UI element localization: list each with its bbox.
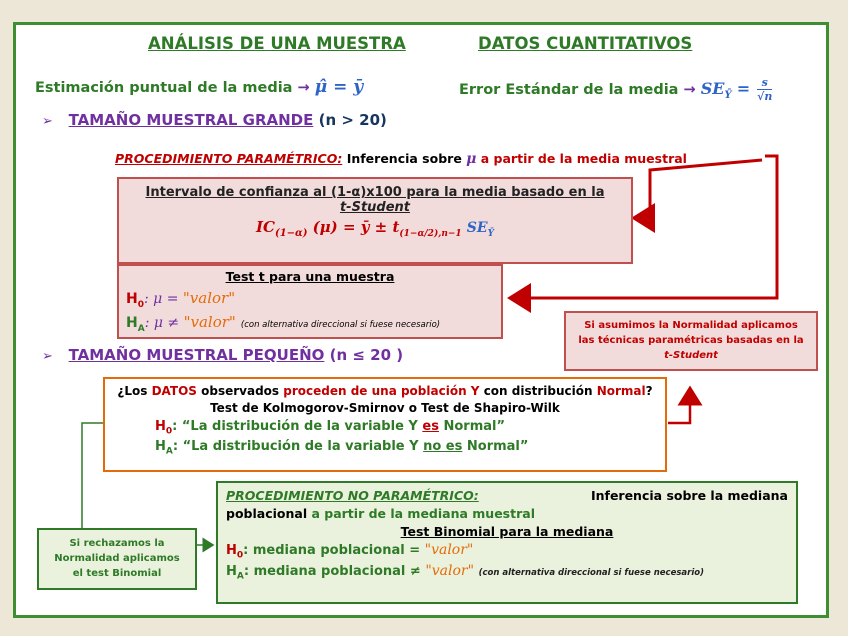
nonparam-title-line: PROCEDIMIENTO NO PARAMÉTRICO: Inferencia sobre la mediana: [226, 488, 788, 503]
small-sample-heading: [42, 346, 403, 364]
normality-box: [103, 377, 667, 472]
se-formula-sub: Ȳ: [724, 89, 732, 101]
param-procedure: [115, 151, 687, 167]
normality-ha: $H_A$: “La distribución de la variable Y no es Normal”: [155, 438, 529, 457]
normality-h0: $H_0$: “La distribución de la variable Y es Normal”: [155, 419, 506, 437]
point-estimate: [35, 77, 363, 97]
arrow-to-ci: [634, 160, 762, 218]
bullet-arrow-icon: ➢: [42, 114, 53, 129]
se-fraction: [757, 77, 772, 103]
ci-sub: (1−α): [274, 228, 308, 240]
se-numerator: s: [757, 77, 772, 90]
ttest-h0: $H_0$: μ = "valor": [126, 289, 236, 311]
ci-tsub: (1−α/2),n−1: [399, 229, 462, 240]
nonparam-box: [216, 481, 798, 604]
binomial-ha: $H_A$: mediana poblacional ≠ "valor" (con alternativa direccional si fuese necesario): [226, 562, 704, 582]
se-label: Error Estándar de la media: [459, 82, 679, 98]
small-condition: (n ≤ 20 ): [329, 346, 404, 364]
small-heading-text: TAMAÑO MUESTRAL PEQUEÑO: [68, 346, 325, 364]
nonparam-text-line: poblacional a partir de la mediana muestral: [226, 506, 535, 521]
param-mu: μ: [466, 151, 477, 167]
ci-se-sub: Ȳ: [487, 229, 494, 240]
binomial-h0: $H_0$: mediana poblacional = "valor": [226, 542, 474, 561]
point-estimate-label: Estimación puntual de la media: [35, 80, 293, 96]
binomial-title: Test Binomial para la mediana: [400, 524, 614, 539]
ci-box: [117, 177, 633, 264]
arrow-to-reject-note: [82, 423, 103, 528]
ci-se: SE: [466, 220, 488, 236]
se-formula-lhs: SE: [700, 79, 725, 98]
large-heading-text: TAMAÑO MUESTRAL GRANDE: [68, 111, 314, 129]
normality-tests: Test de Kolmogorov-Smirnov o Test de Shapiro-Wilk: [210, 401, 560, 415]
ttest-box: [117, 264, 503, 339]
ttest-title: Test t para una muestra: [225, 269, 395, 284]
standard-error: Error Estándar de la media → $SE_Ȳ$ = $\frac{s}{√n}$: [459, 76, 773, 103]
param-title: PROCEDIMIENTO PARAMÉTRICO:: [115, 151, 343, 166]
title-left: ANÁLISIS DE UNA MUESTRA: [148, 34, 406, 53]
ci-lhs: IC: [256, 218, 275, 236]
arrow-icon: →: [683, 82, 696, 98]
normal-note: Si asumimos la Normalidad aplicamos las técnicas paramétricas basadas en la t-Student: [564, 311, 818, 371]
param-text-2: a partir de la media muestral: [480, 151, 687, 166]
ttest-ha-note: (con alternativa direccional si fuese necesario): [240, 320, 441, 331]
arrow-to-normal-note: [668, 388, 690, 423]
ci-arg: (μ) = ȳ ± t: [312, 218, 400, 236]
title-right: DATOS CUANTITATIVOS: [478, 34, 693, 53]
point-formula: μ̂ = ȳ: [314, 77, 364, 97]
se-denominator: √n: [757, 90, 773, 103]
reject-note: Si rechazamos la Normalidad aplicamos el test Binomial: [37, 528, 197, 590]
ci-title-2: t-Student: [339, 200, 411, 215]
ci-title: Intervalo de confianza al (1-α)x100 para la media basado en la: [145, 185, 605, 200]
ci-formula: [119, 217, 631, 239]
arrow-icon: →: [297, 80, 310, 96]
normality-question: ¿Los DATOS observados proceden de una población Y con distribución Normal?: [117, 384, 653, 398]
large-condition: (n > 20): [318, 111, 387, 129]
bullet-arrow-icon: ➢: [42, 349, 53, 364]
large-sample-heading: [42, 111, 387, 129]
ttest-ha: $H_A$: μ ≠ "valor" (con alternativa direccional si fuese necesario): [126, 313, 441, 335]
param-text-1: Inferencia sobre: [346, 151, 462, 166]
